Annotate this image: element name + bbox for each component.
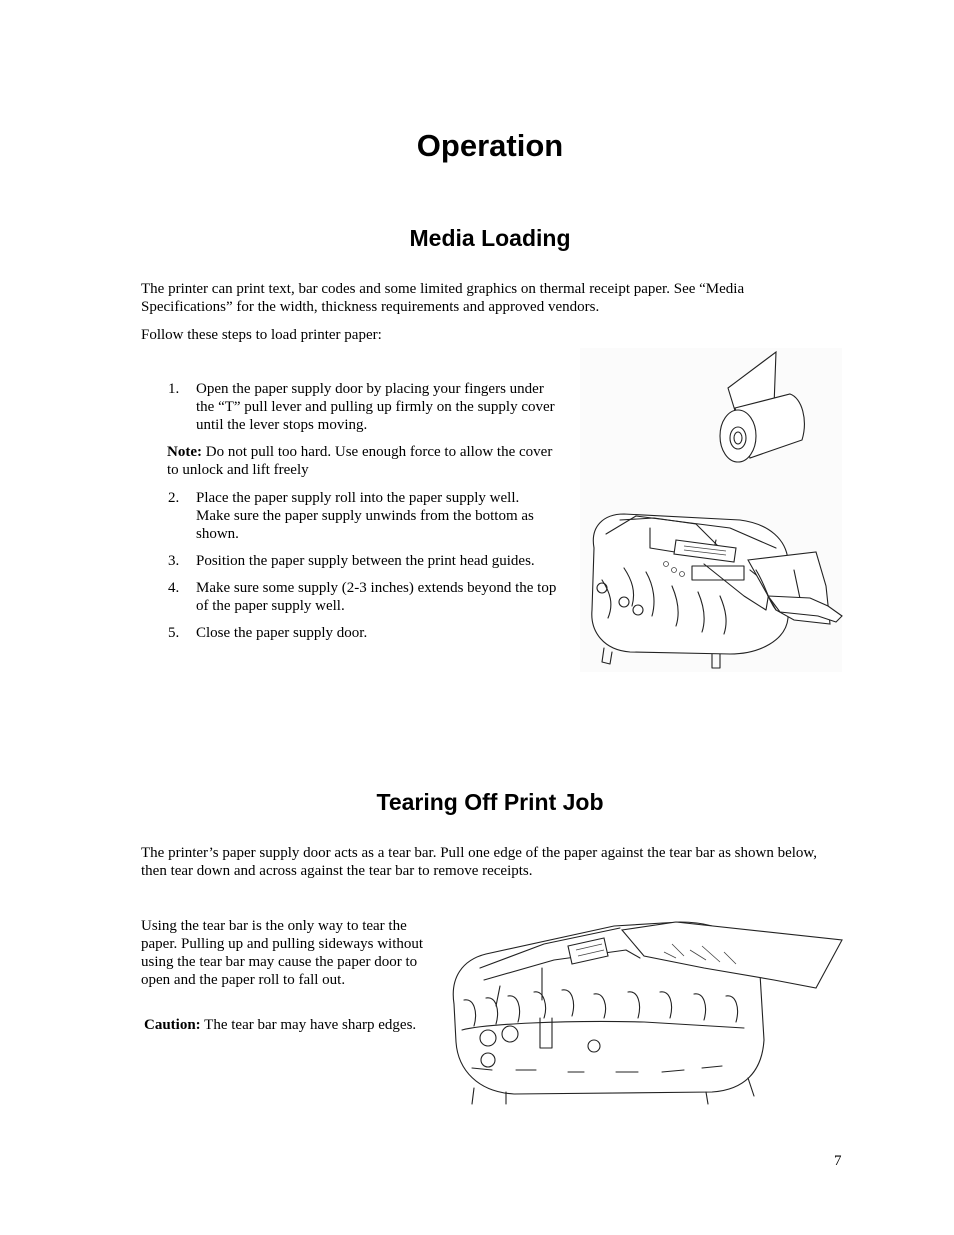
note — [167, 443, 567, 479]
tearing-heading: Tearing Off Print Job — [376, 789, 604, 815]
step-text: Place the paper supply roll into the paper supply well. Make sure the paper supply unwinds from the bottom as shown. — [196, 490, 534, 542]
tearing-body: Using the tear bar is the only way to tear the paper. Pulling up and pulling sideways without using the tear bar may cause the paper door to open and the paper roll to fall out. — [141, 918, 424, 988]
step-number: 5. — [168, 625, 180, 641]
note-text: Do not pull too hard. Use enough force to allow the cover to unlock and lift freely — [167, 444, 553, 478]
note-label: Note: — [167, 444, 202, 460]
step-text: Position the paper supply between the print head guides. — [196, 553, 535, 569]
step-number: 4. — [168, 580, 180, 596]
media-loading-follow: Follow these steps to load printer paper: — [141, 327, 382, 343]
printer-tear-image — [453, 922, 842, 1104]
tearing-intro: The printer’s paper supply door acts as a tear bar. Pull one edge of the paper against the tear bar as shown below, then tear down and across against the tear bar to remove receipts. — [141, 845, 818, 879]
step-text: Open the paper supply door by placing your fingers under the “T” pull lever and pulling up firmly on the supply cover until the lever stops moving. — [196, 381, 555, 433]
caution-text: The tear bar may have sharp edges. — [204, 1017, 417, 1033]
caution — [144, 1016, 444, 1034]
page-number: 7 — [834, 1153, 842, 1169]
media-loading-heading: Media Loading — [409, 225, 571, 251]
tear-bar-illustration — [444, 908, 844, 1106]
step-number: 3. — [168, 553, 180, 569]
step-text: Close the paper supply door. — [196, 625, 368, 641]
page-title: Operation — [416, 128, 564, 163]
paper-loading-illustration — [580, 348, 842, 672]
step-text: Make sure some supply (2-3 inches) extends beyond the top of the paper supply well. — [196, 580, 557, 614]
caution-label: Caution: — [144, 1017, 201, 1033]
step-number: 2. — [168, 490, 180, 506]
step-number: 1. — [168, 381, 180, 397]
media-loading-intro: The printer can print text, bar codes and some limited graphics on thermal receipt paper. See “Media Specifications” for the width, thickness requirements and approved vendors. — [141, 281, 745, 315]
